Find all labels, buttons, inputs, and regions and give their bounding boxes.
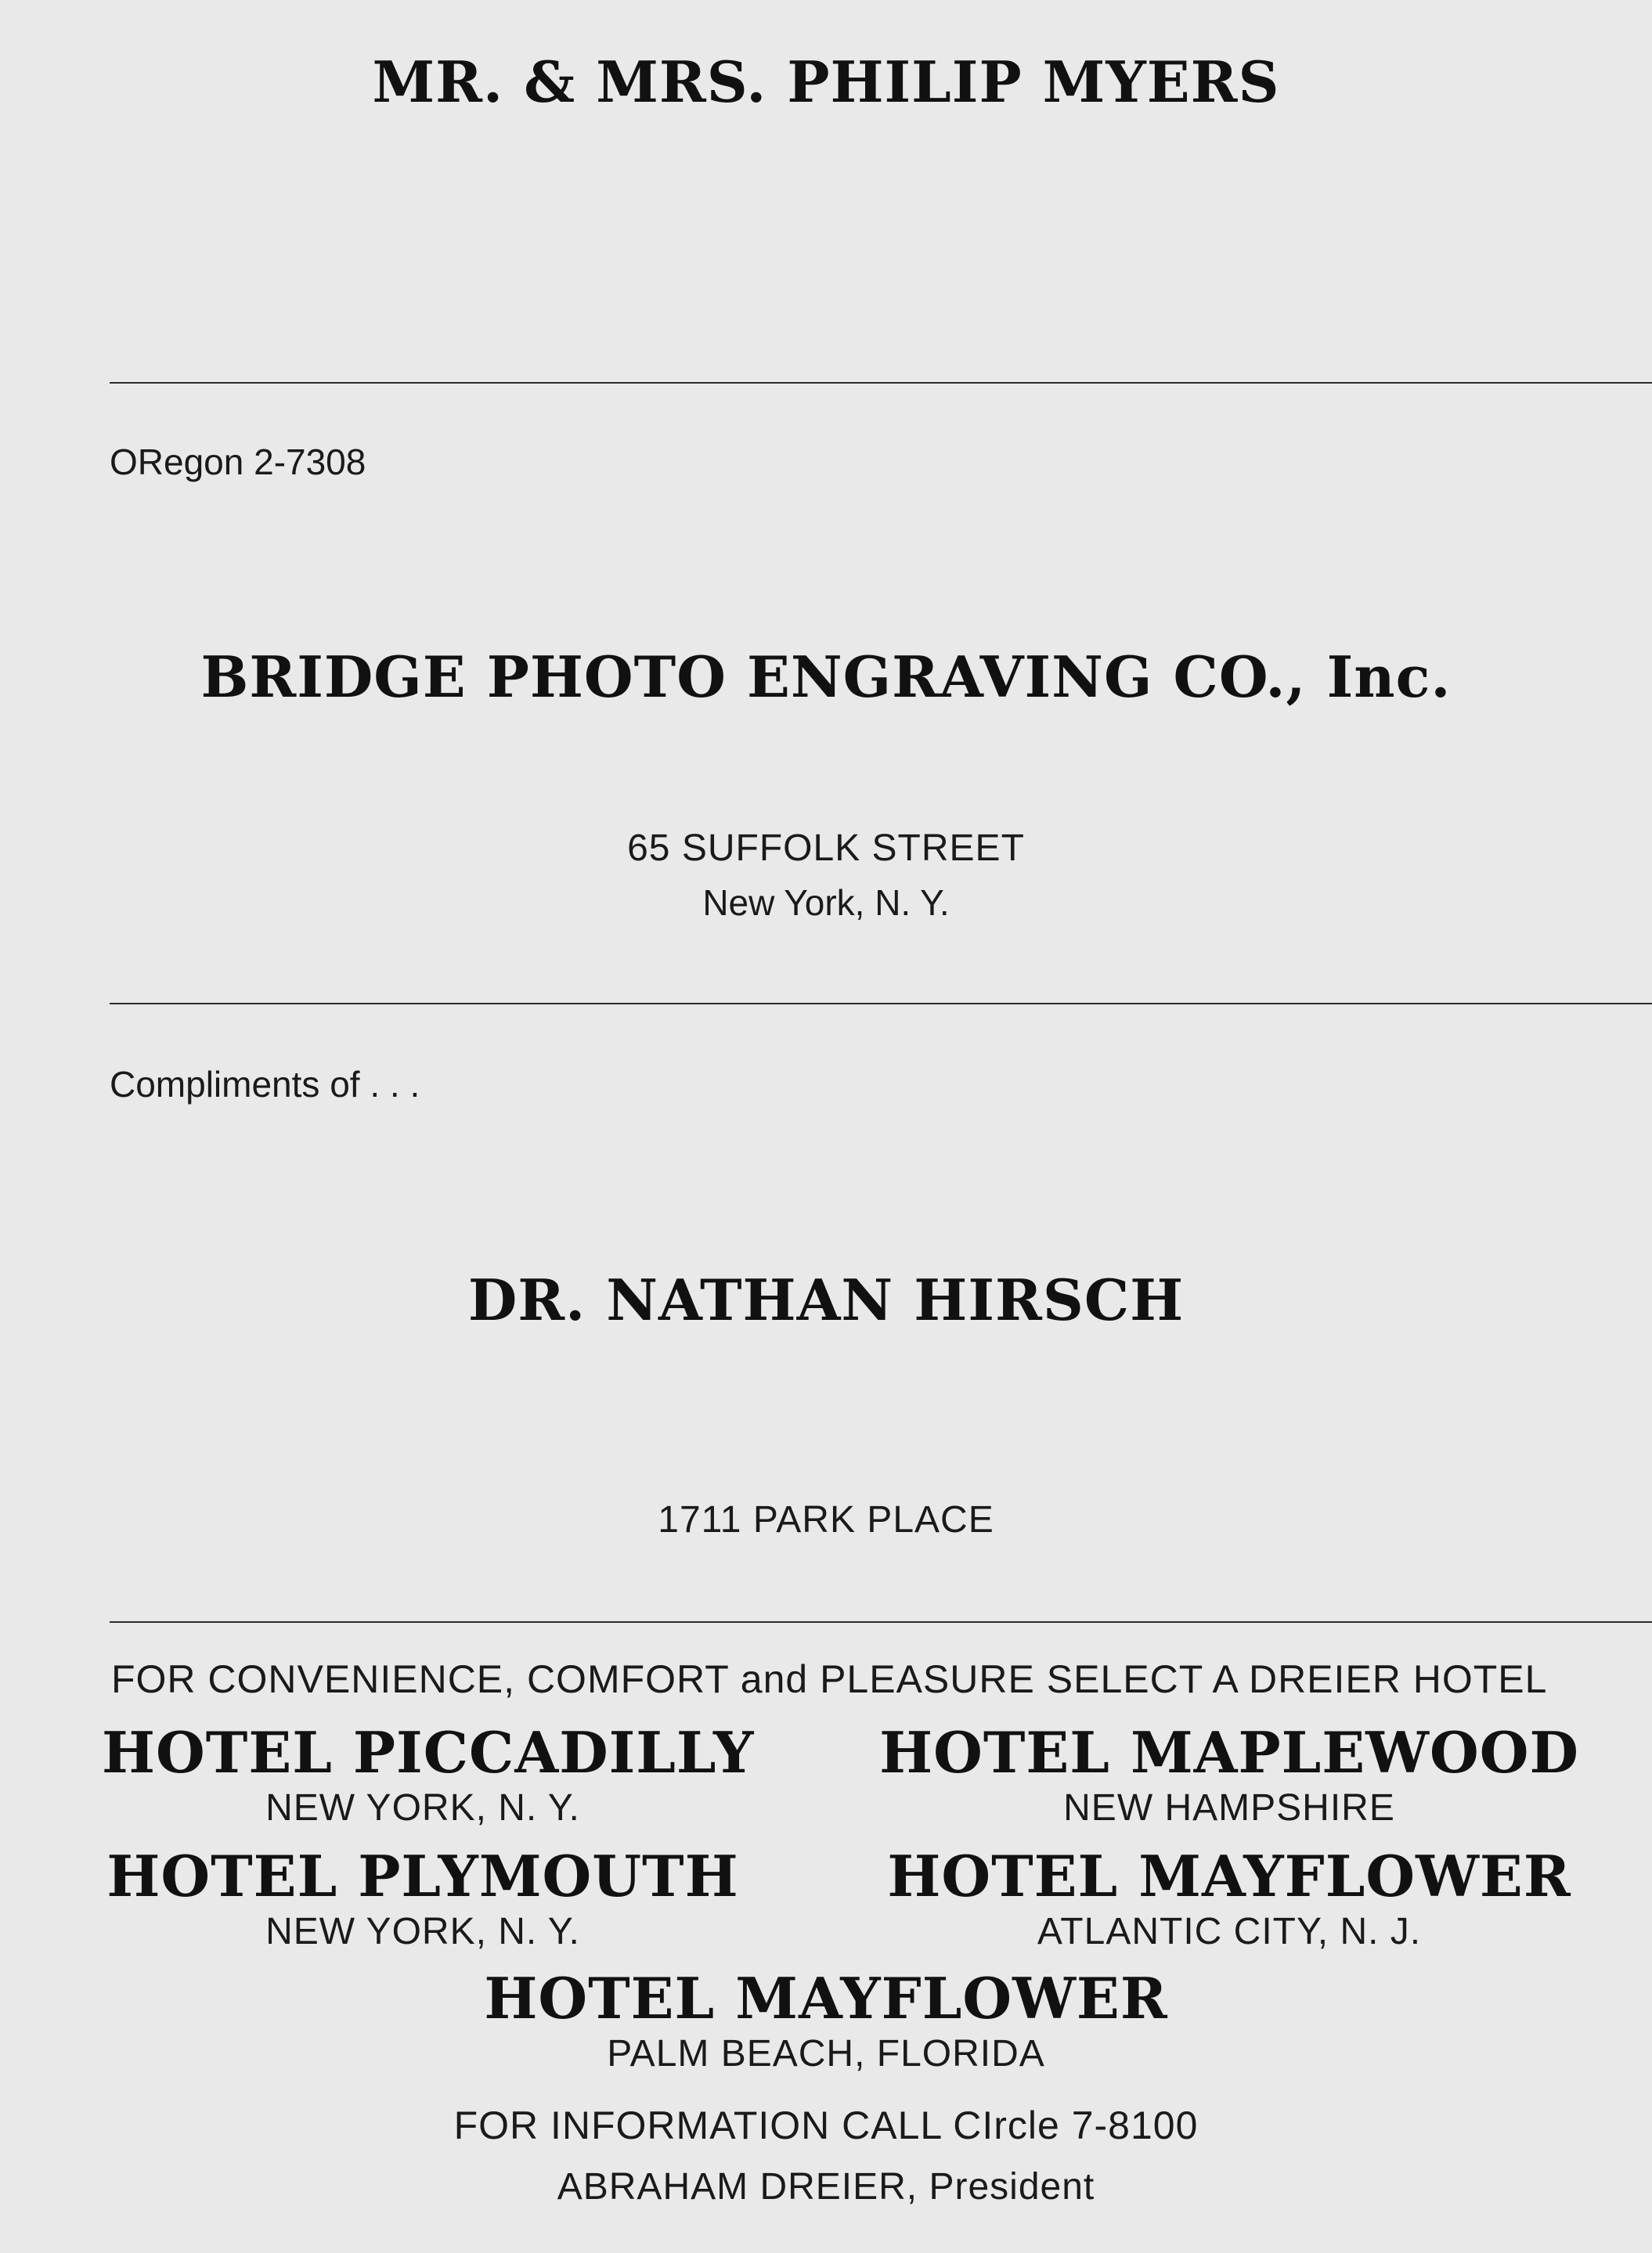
hotel-listing: [877, 1721, 1582, 1832]
bridge-phone-number: ORegon 2-7308: [110, 442, 366, 482]
dreier-president: ABRAHAM DREIER, President: [557, 2166, 1095, 2208]
hotel-name: HOTEL MAYFLOWER: [484, 1965, 1168, 2031]
section-divider-1: [110, 382, 1652, 384]
section-divider-3: [110, 1621, 1652, 1623]
hotel-listing: [0, 1966, 1652, 2078]
hirsch-name-heading: DR. NATHAN HIRSCH: [467, 1267, 1185, 1333]
section-divider-2: [110, 1003, 1652, 1004]
bridge-company-suffix: Inc.: [1326, 643, 1452, 710]
hotel-listing: [877, 1844, 1582, 1956]
myers-name-heading: MR. & MRS. PHILIP MYERS: [372, 49, 1280, 115]
hotel-location: NEW YORK, N. Y.: [265, 1911, 580, 1952]
hotel-listing: [102, 1844, 744, 1956]
hotel-name: HOTEL MAPLEWOOD: [879, 1719, 1579, 1786]
hotel-location: ATLANTIC CITY, N. J.: [1037, 1911, 1422, 1952]
hirsch-compliments-intro: Compliments of . . .: [110, 1064, 420, 1105]
hotel-location: NEW YORK, N. Y.: [265, 1787, 580, 1829]
hotel-name: HOTEL PLYMOUTH: [106, 1843, 739, 1909]
bridge-city: New York, N. Y.: [702, 882, 950, 923]
hirsch-address: 1711 PARK PLACE: [658, 1499, 994, 1541]
hotel-name: HOTEL MAYFLOWER: [887, 1843, 1571, 1909]
hotel-listing: [102, 1719, 755, 1832]
hotel-location: PALM BEACH, FLORIDA: [607, 2033, 1045, 2075]
bridge-company-heading: [0, 643, 1652, 710]
hotel-name: HOTEL PICCADILLY: [102, 1719, 755, 1786]
hotel-location: NEW HAMPSHIRE: [1063, 1787, 1395, 1829]
bridge-company-name: BRIDGE PHOTO ENGRAVING CO.,: [200, 643, 1307, 710]
bridge-street-address: 65 SUFFOLK STREET: [627, 827, 1025, 869]
dreier-info-phone: FOR INFORMATION CALL CIrcle 7-8100: [453, 2103, 1199, 2147]
dreier-hotels-slogan: FOR CONVENIENCE, COMFORT and PLEASURE SELECT A DREIER HOTEL: [111, 1657, 1548, 1701]
